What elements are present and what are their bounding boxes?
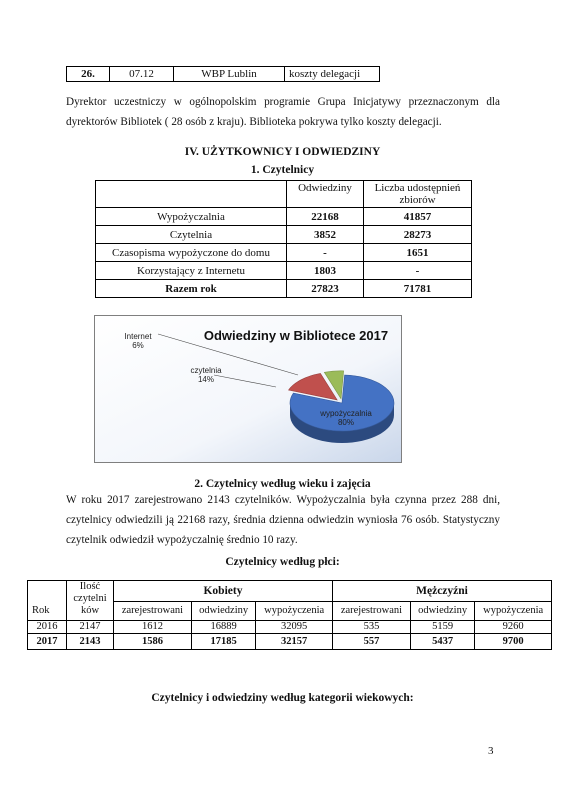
row-date: 07.12 [110, 67, 174, 82]
row-w-loans: 32157 [256, 634, 333, 650]
readers-paragraph: W roku 2017 zarejestrowano 2143 czytelników. Wypożyczalnia była czynna przez 288 dni, czytelnicy odwiedzili ją 22168 razy, średnia dzienna odwiedzin wyniosła 76 osób. Statystyczny czytelnik odwiedził wypożyczalnię średnio 10 razy. [66, 494, 500, 546]
row-label: Czasopisma wypożyczone do domu [96, 244, 287, 262]
section-title: IV. UŻYTKOWNICY I ODWIEDZINY [184, 146, 381, 158]
delegation-row-table [66, 66, 380, 82]
sub-loans-men: wypożyczenia [475, 602, 552, 621]
pie-label-Internet: Internet [124, 332, 152, 341]
row-label: Czytelnia [96, 226, 287, 244]
sub-loans-women: wypożyczenia [256, 602, 333, 621]
row-m-loans: 9260 [475, 621, 552, 634]
header-visits: Odwiedziny [287, 181, 364, 208]
row-m-visits: 5159 [410, 621, 474, 634]
age-category-title: Czytelnicy i odwiedziny według kategorii wiekowych: [151, 692, 414, 704]
row-m-visits: 5437 [410, 634, 474, 650]
table-row [96, 280, 472, 298]
row-count: 2147 [67, 621, 114, 634]
director-paragraph: Dyrektor uczestniczy w ogólnopolskim programie Grupa Inicjatywy przeznaczonym dla dyrektorów Bibliotek ( 28 osób z kraju). Biblioteka pokrywa tylko koszty delegacji. [66, 96, 500, 128]
row-place: WBP Lublin [174, 67, 285, 82]
row-visits: - [287, 244, 364, 262]
visits-pie-chart [94, 315, 402, 463]
row-year: 2016 [28, 621, 67, 634]
row-cost: koszty delegacji [285, 67, 380, 82]
table-header-row [28, 581, 552, 602]
row-year: 2017 [28, 634, 67, 650]
table-header-row [96, 181, 472, 208]
sub-visits-women: odwiedziny [191, 602, 255, 621]
pie-value-czytelnia: 14% [197, 375, 215, 384]
gender-title: Czytelnicy według płci: [225, 556, 340, 568]
row-loans: 28273 [364, 226, 472, 244]
row-w-registered: 1586 [114, 634, 192, 650]
subsection-title-age: 2. Czytelnicy według wieku i zajęcia [194, 478, 371, 490]
subsection-title-readers: 1. Czytelnicy [250, 164, 315, 176]
row-m-registered: 535 [332, 621, 410, 634]
pie-label-wypożyczalnia: wypożyczalnia [320, 409, 372, 418]
header-men: Mężczyźni [332, 581, 551, 602]
row-loans: 71781 [364, 280, 472, 298]
table-row [96, 244, 472, 262]
row-w-visits: 17185 [191, 634, 255, 650]
table-row [96, 226, 472, 244]
table-row [28, 621, 552, 634]
row-w-loans: 32095 [256, 621, 333, 634]
row-loans: 41857 [364, 208, 472, 226]
row-number: 26. [67, 67, 110, 82]
page-number: 3 [488, 745, 494, 757]
row-visits: 22168 [287, 208, 364, 226]
row-count: 2143 [67, 634, 114, 650]
table-row [28, 634, 552, 650]
row-w-registered: 1612 [114, 621, 192, 634]
row-label: Razem rok [96, 280, 287, 298]
table-row [67, 67, 380, 82]
chart-title: Odwiedziny w Bibliotece 2017 [203, 328, 389, 343]
table-row [96, 262, 472, 280]
pie-value-wypożyczalnia: 80% [337, 418, 355, 427]
readers-table [95, 180, 472, 298]
row-label: Korzystający z Internetu [96, 262, 287, 280]
header-empty [96, 181, 287, 208]
table-row [96, 208, 472, 226]
pie-label-czytelnia: czytelnia [190, 366, 222, 375]
row-w-visits: 16889 [191, 621, 255, 634]
pie-value-Internet: 6% [132, 341, 144, 350]
sub-registered-men: zarejestrowani [332, 602, 410, 621]
row-visits: 27823 [287, 280, 364, 298]
row-loans: - [364, 262, 472, 280]
gender-table [27, 580, 552, 650]
header-loans: Liczba udostępnień zbiorów [364, 181, 472, 208]
sub-registered-women: zarejestrowani [114, 602, 192, 621]
header-count: Ilość czytelni ków [67, 581, 114, 621]
row-label: Wypożyczalnia [96, 208, 287, 226]
row-m-loans: 9700 [475, 634, 552, 650]
row-loans: 1651 [364, 244, 472, 262]
sub-visits-men: odwiedziny [410, 602, 474, 621]
row-visits: 3852 [287, 226, 364, 244]
row-m-registered: 557 [332, 634, 410, 650]
row-visits: 1803 [287, 262, 364, 280]
header-year: Rok [28, 581, 67, 621]
header-women: Kobiety [114, 581, 333, 602]
